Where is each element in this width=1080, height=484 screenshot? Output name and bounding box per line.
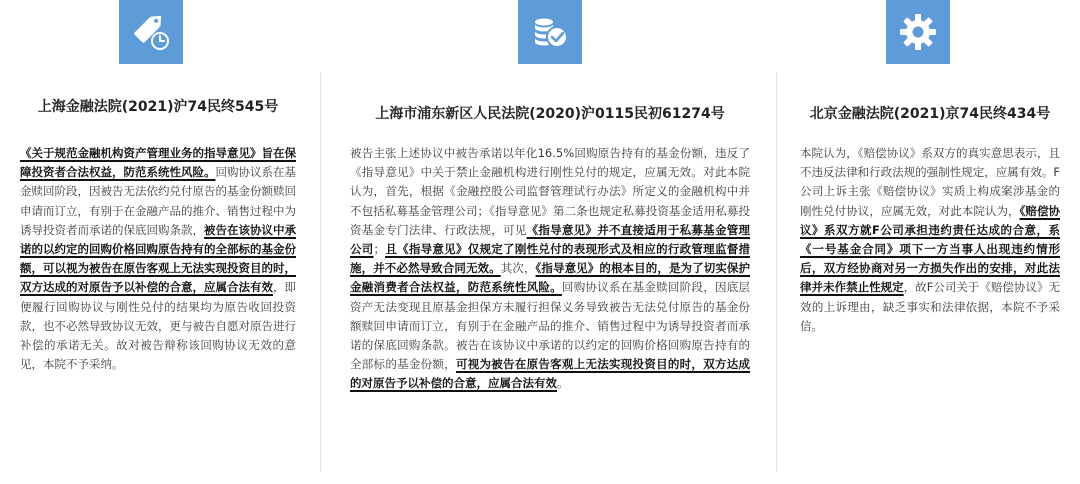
highlighted-text: 《指导意见》的根本目的，是为了切实保护金融消费者合法权益，防范系统性风险。: [350, 261, 751, 295]
column-divider: [320, 72, 321, 472]
case-title: 上海金融法院(2021)沪74民终545号: [37, 99, 279, 115]
case-title: 上海市浦东新区人民法院(2020)沪0115民初61274号: [375, 106, 725, 122]
body-text: 回购协议系在基金赎回阶段，因被告无法依约兑付原告的基金份额赎回申请而订立，有别于在金融产品的推介、销售过程中为诱导投资者而承诺的保底回购条款，: [20, 165, 296, 237]
body-text: 回购协议系在基金赎回阶段，因底层资产无法变现且原基金担保方未履行担保义务导致被告无法兑付原告的基金份额赎回申请而订立，有别于在金融产品的推介、销售过程中为诱导投资者而承诺的保底回购条款。被告在该协议中承诺的以约定的回购价格回购原告持有的全部标的基金份额，: [350, 280, 751, 372]
body-text: ，故F公司关于《赔偿协议》无效的上诉理由，缺乏事实和法律依据，本院不予采信。: [800, 280, 1060, 333]
highlighted-text: 被告在该协议中承诺的以约定的回购价格回购原告持有的全部标的基金份额，可以视为被告在原告客观上无法实现投资目的时，双方达成的对原告予以补偿的合意，应属合法有效: [20, 222, 296, 295]
highlighted-text: 《指导意见》并不直接适用于私募基金管理公司: [350, 222, 751, 257]
body-text: 其次，: [500, 261, 536, 276]
gear-icon: [886, 0, 950, 64]
case-excerpt: [800, 144, 1060, 336]
body-text: 本院认为，《赔偿协议》系双方的真实意思表示，且不违反法律和行政法规的强制性规定，应属有效。F公司上诉主张《赔偿协议》实质上构成案涉基金的刚性兑付协议，应属无效，对此本院认为，: [800, 146, 1060, 218]
highlighted-text: 《关于规范金融机构资产管理业务的指导意见》旨在保障投资者合法权益，防范系统性风险。: [20, 146, 296, 180]
highlighted-text: 可视为被告在原告客观上无法实现投资目的时，双方达成的对原告予以补偿的合意，应属合法有效: [350, 357, 751, 391]
highlighted-text: 且《指导意见》仅规定了刚性兑付的表现形式及相应的行政管理监督措施，并不必然导致合同无效。: [350, 242, 750, 276]
coins-check-icon: [518, 0, 582, 64]
body-text: ，即便履行回购协议与刚性兑付的结果均为原告收回投资款，也不必然导致协议无效，更与被告自愿对原告进行补偿的承诺无关。故对被告辩称该回购协议无效的意见，本院不予采纳。: [20, 280, 296, 372]
column-divider: [776, 72, 777, 472]
case-excerpt: [20, 144, 296, 374]
body-text: ；: [373, 242, 386, 257]
price-tag-clock-icon: [119, 0, 183, 64]
case-excerpt: [350, 144, 750, 394]
body-text: 。: [557, 376, 569, 391]
body-text: 被告主张上述协议中被告承诺以年化16.5%回购原告持有的基金份额，违反了《指导意见》中关于禁止金融机构进行刚性兑付的规定，应属无效。对此本院认为，首先，根据《金融控股公司监督管理试行办法》所定义的金融机构中并不包括私募基金管理公司；《指导意见》第二条也规定私募投资基金适用私募投资基金专门法律、行政法规，可见: [350, 146, 750, 237]
highlighted-text: 《赔偿协议》系双方就F公司承担违约责任达成的合意，系《一号基金合同》项下一方当事人出现违约情形后，双方经协商对另一方损失作出的安排，对此法律并未作禁止性规定: [800, 203, 1060, 295]
case-title: 北京金融法院(2021)京74民终434号: [809, 106, 1051, 122]
